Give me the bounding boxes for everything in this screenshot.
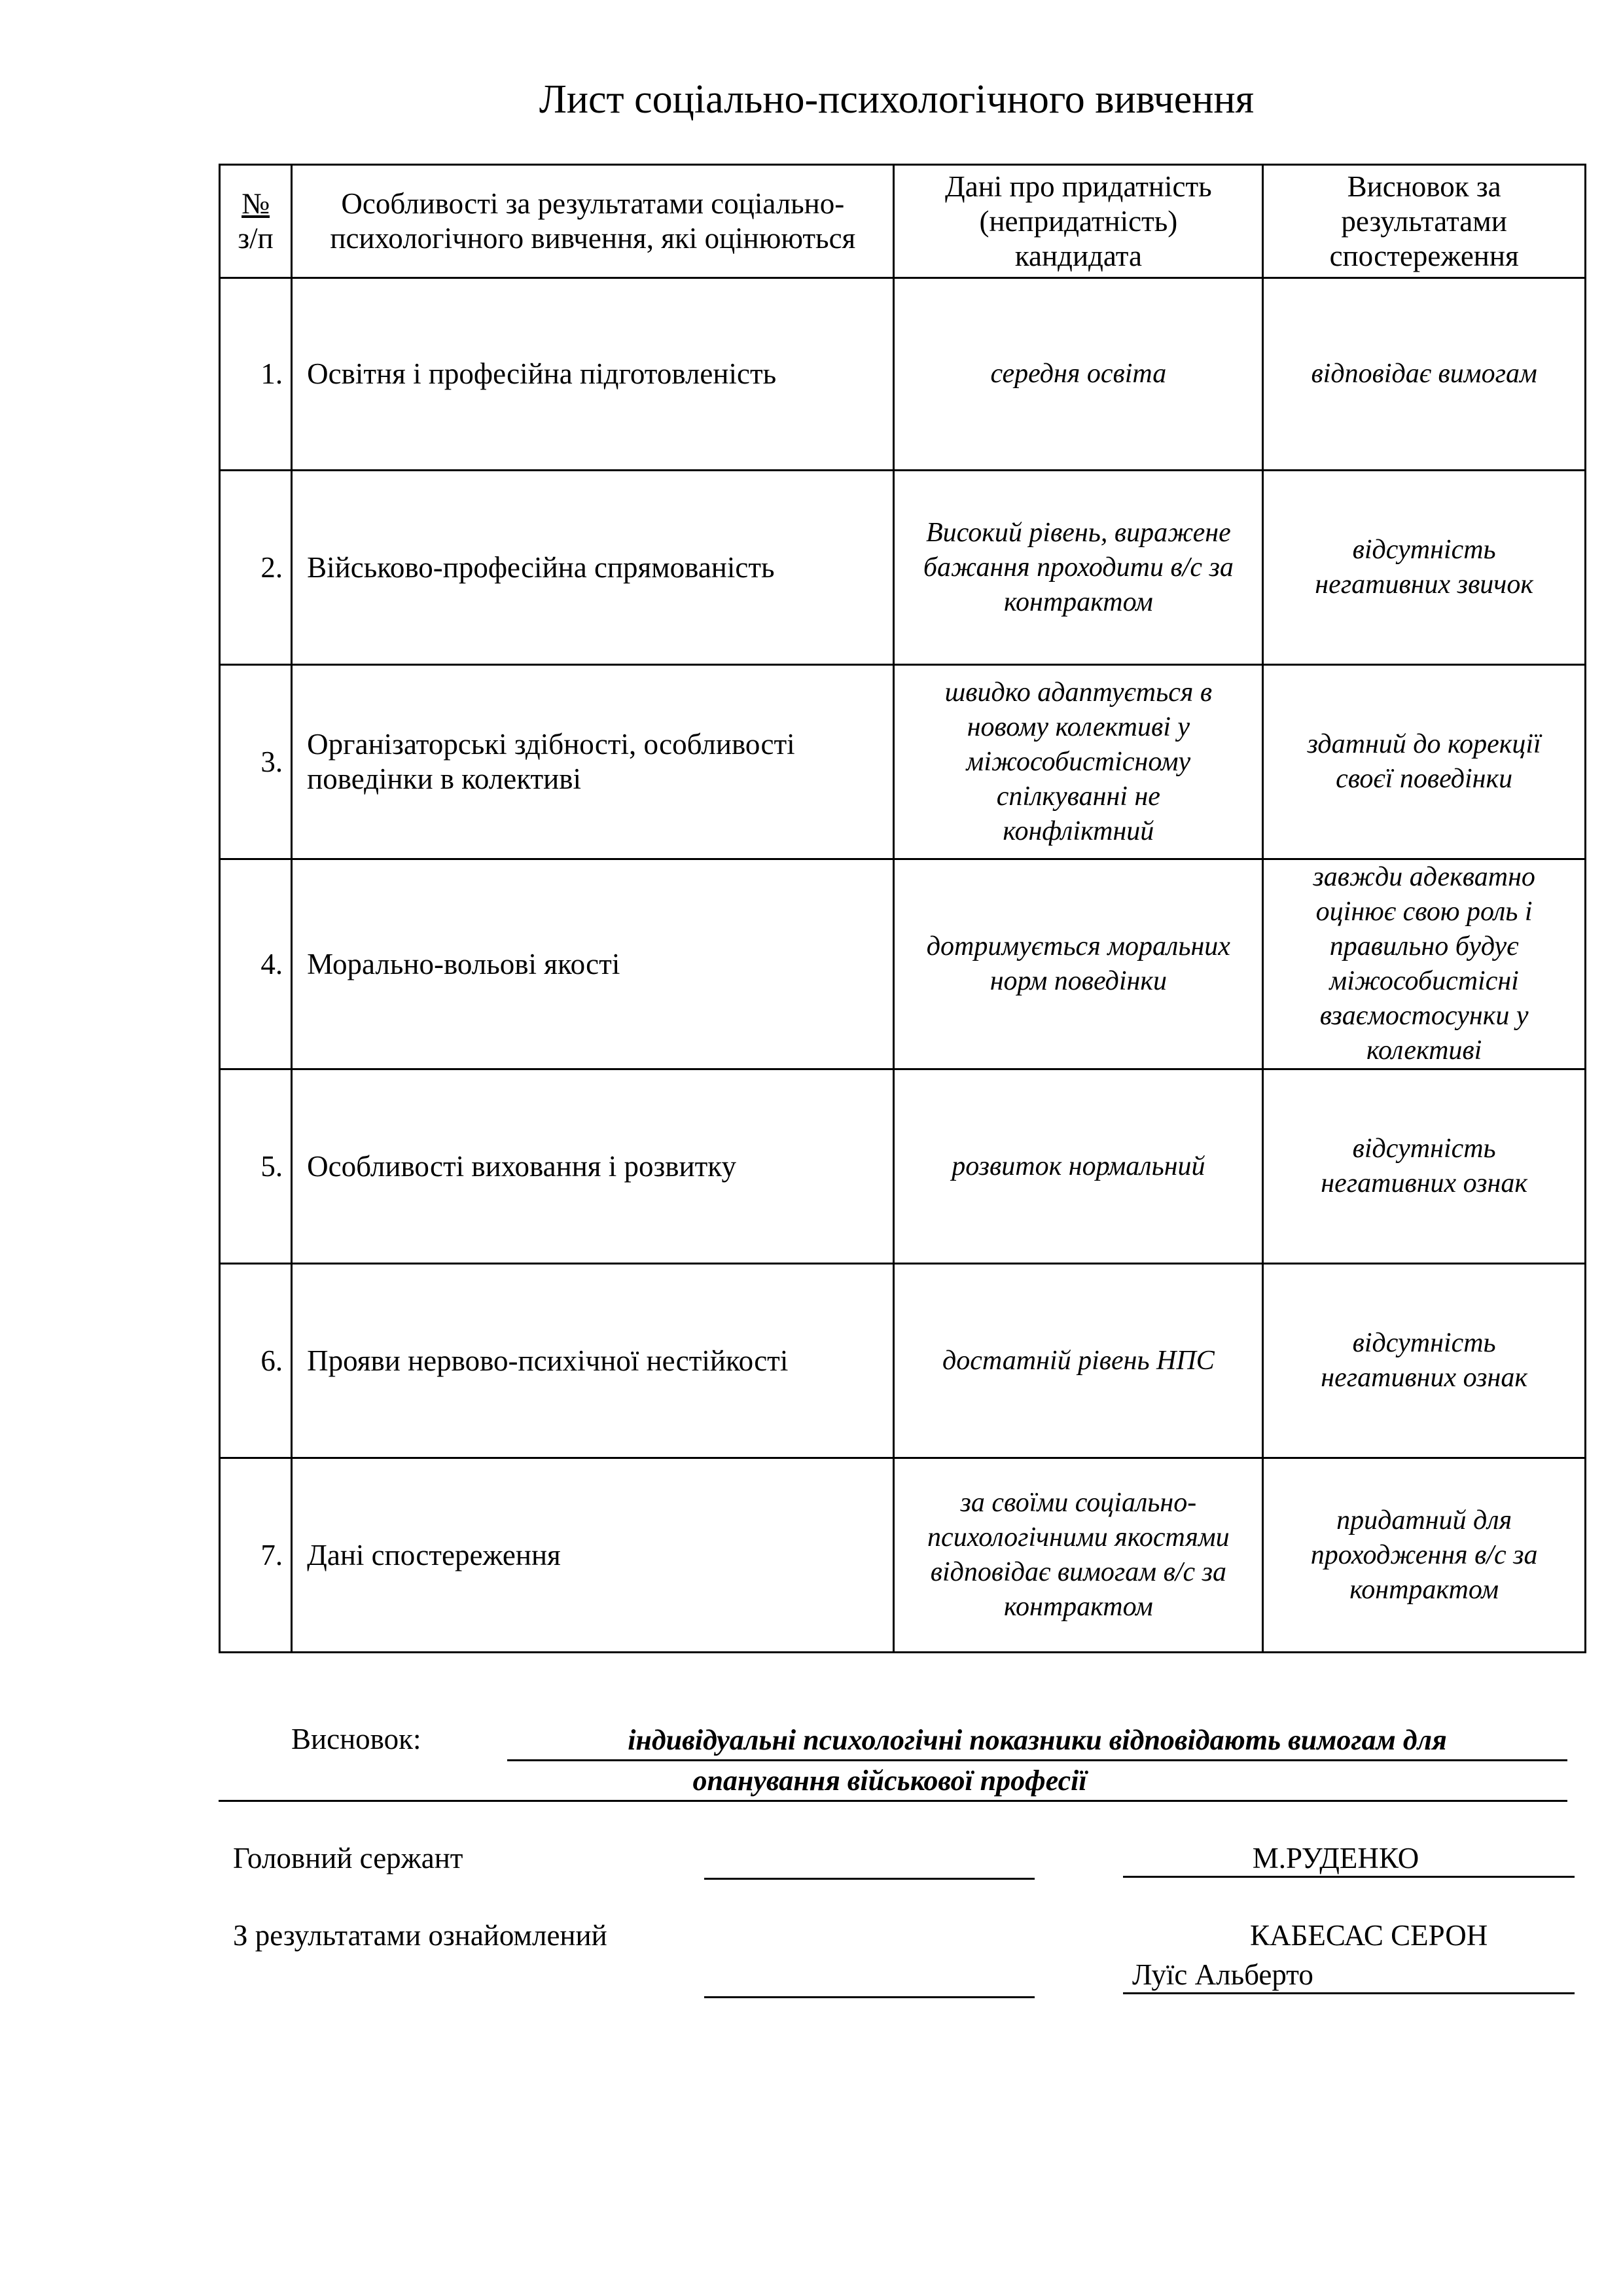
- conclusion-text-line-2-text: опанування військової професії: [692, 1765, 1087, 1797]
- row-conclusion: відсутність негативних ознак: [1263, 1069, 1586, 1264]
- row-conclusion: здатний до корекції своєї поведінки: [1263, 665, 1586, 859]
- row-data: розвиток нормальний: [894, 1069, 1263, 1264]
- header-conclusion: Висновок за результатами спостереження: [1263, 165, 1586, 278]
- table-header-row: [220, 165, 1586, 278]
- table-row: [220, 278, 1586, 471]
- signature-line[interactable]: [704, 1876, 1035, 1880]
- header-number-sign: №: [241, 187, 270, 220]
- table-row: [220, 665, 1586, 859]
- conclusion-label: Висновок:: [291, 1723, 421, 1755]
- row-conclusion: відсутність негативних звичок: [1263, 471, 1586, 665]
- row-data: дотримується моральних норм поведінки: [894, 859, 1263, 1069]
- header-number: [220, 165, 292, 278]
- conclusion-text-line-2: [219, 1763, 1567, 1802]
- table-row: [220, 859, 1586, 1069]
- row-feature: Прояви нервово-психічної нестійкості: [292, 1264, 894, 1458]
- acknowledger-given-name: Луїс Альберто: [1132, 1958, 1313, 1991]
- acknowledger-name-field: [1123, 1957, 1575, 1994]
- row-data: швидко адаптується в новому колективі у міжособистісному спілкуванні не конфліктний: [894, 665, 1263, 859]
- row-conclusion: завжди адекватно оцінює свою роль і правильно будує міжособистісні взаємостосунки у колективі: [1263, 859, 1586, 1069]
- row-data: за своїми соціально-психологічними якостями відповідає вимогам в/с за контрактом: [894, 1458, 1263, 1653]
- header-feature: Особливості за результатами соціально-психологічного вивчення, які оцінюються: [292, 165, 894, 278]
- row-feature: Морально-вольові якості: [292, 859, 894, 1069]
- conclusion-text-line-1: індивідуальні психологічні показники відповідають вимогам для: [507, 1723, 1567, 1761]
- signer-name-field: [1123, 1840, 1575, 1878]
- row-feature: Організаторські здібності, особливості поведінки в колективі: [292, 665, 894, 859]
- row-number: 1.: [220, 278, 292, 471]
- evaluation-table: [219, 164, 1586, 1653]
- signer-role: Головний сержант: [233, 1842, 463, 1874]
- acknowledger-role: З результатами ознайомлений: [233, 1919, 607, 1952]
- table-row: [220, 1264, 1586, 1458]
- row-number: 5.: [220, 1069, 292, 1264]
- header-data: Дані про придатність (непридатність) кандидата: [894, 165, 1263, 278]
- row-number: 6.: [220, 1264, 292, 1458]
- table-row: [220, 1069, 1586, 1264]
- row-feature: Особливості виховання і розвитку: [292, 1069, 894, 1264]
- document-title: Лист соціально-психологічного вивчення: [539, 77, 1255, 122]
- row-data: середня освіта: [894, 278, 1263, 471]
- row-number: 3.: [220, 665, 292, 859]
- row-feature: Дані спостереження: [292, 1458, 894, 1653]
- signature-line[interactable]: [704, 1994, 1035, 1998]
- table-row: [220, 1458, 1586, 1653]
- row-number: 2.: [220, 471, 292, 665]
- row-conclusion: придатний для проходження в/с за контрактом: [1263, 1458, 1586, 1653]
- row-data: Високий рівень, виражене бажання проходити в/с за контрактом: [894, 471, 1263, 665]
- row-conclusion: відсутність негативних ознак: [1263, 1264, 1586, 1458]
- header-number-abbr: з/п: [238, 222, 274, 255]
- signer-name: М.РУДЕНКО: [1252, 1842, 1419, 1874]
- row-conclusion: відповідає вимогам: [1263, 278, 1586, 471]
- row-number: 7.: [220, 1458, 292, 1653]
- acknowledger-surname: КАБЕСАС СЕРОН: [1250, 1919, 1488, 1952]
- row-data: достатній рівень НПС: [894, 1264, 1263, 1458]
- table-row: [220, 471, 1586, 665]
- row-number: 4.: [220, 859, 292, 1069]
- row-feature: Військово-професійна спрямованість: [292, 471, 894, 665]
- row-feature: Освітня і професійна підготовленість: [292, 278, 894, 471]
